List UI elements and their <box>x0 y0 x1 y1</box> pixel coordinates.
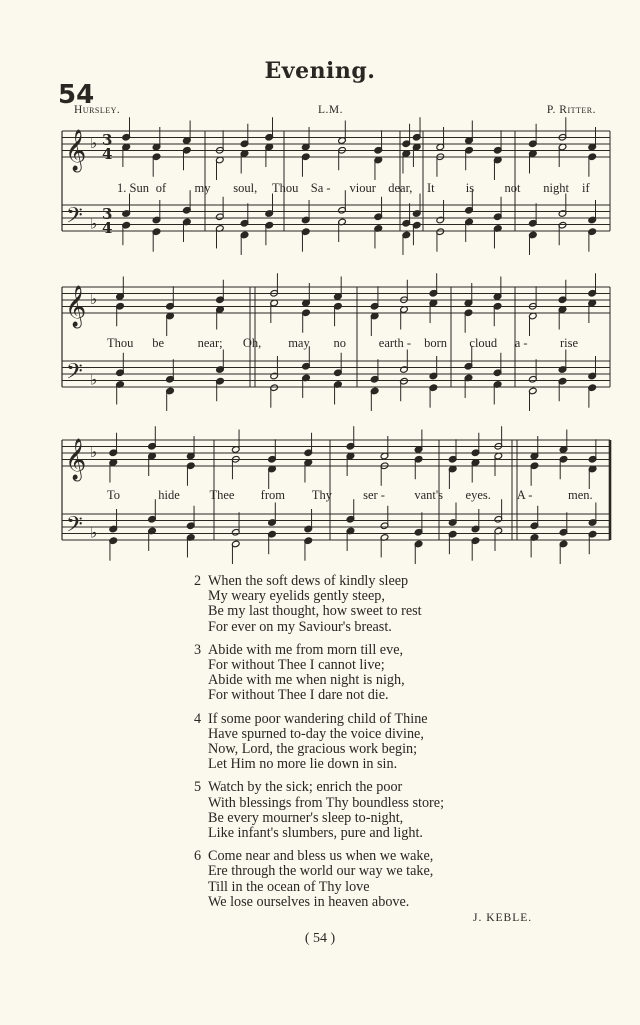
composer-name: P. Ritter. <box>546 104 596 116</box>
flat-icon: ♭ <box>90 370 98 389</box>
lyric-syllable: is <box>465 181 475 195</box>
lyric-syllable: my <box>194 181 211 195</box>
verse-line: We lose ourselves in heaven above. <box>208 893 410 910</box>
lyric-syllable: rise <box>560 336 579 350</box>
lyric-syllable: vant's <box>414 488 443 502</box>
lyric-syllable: eyes. <box>465 488 491 502</box>
bass-clef-icon: 𝄢 <box>66 203 83 234</box>
verse-line: If some poor wandering child of Thine <box>208 710 428 727</box>
lyric-syllable: Oh, <box>242 336 262 350</box>
lyric-syllable: Thy <box>311 488 333 502</box>
verse-line: Be every mourner's sleep to-night, <box>208 809 404 826</box>
verse <box>194 712 444 773</box>
treble-clef-icon: 𝄞 <box>65 286 87 327</box>
bass-time-signature: 3 <box>102 205 113 223</box>
lyric-syllable: Thee <box>209 488 235 502</box>
verse-number: 3 <box>194 641 202 658</box>
lyric-syllable: from <box>260 488 285 502</box>
lyric-syllable: soul, <box>233 181 258 195</box>
verse <box>194 780 444 841</box>
page-number: ( 54 ) <box>304 931 336 946</box>
lyric-syllable: cloud <box>469 336 498 350</box>
lyric-syllable: be <box>152 336 165 350</box>
verse-line: With blessings from Thy boundless store; <box>208 794 445 811</box>
verse-number: 4 <box>194 710 202 727</box>
bass-time-signature: 4 <box>102 219 113 237</box>
verse-line: Till in the ocean of Thy love <box>208 878 370 895</box>
lyric-syllable: To <box>107 488 121 502</box>
lyric-syllable: It <box>427 181 435 195</box>
verse <box>194 643 444 704</box>
verse-line: For without Thee I cannot live; <box>208 657 385 674</box>
lyric-syllable: men. <box>568 488 593 502</box>
lyric-syllable: dear, <box>388 181 413 195</box>
lyric-syllable: Thou <box>107 336 134 350</box>
hymn-number: 54 <box>58 80 95 110</box>
verse <box>194 574 444 635</box>
bass-clef-icon: 𝄢 <box>66 359 83 390</box>
lyric-syllable: near; <box>197 336 223 350</box>
verse-line: When the soft dews of kindly sleep <box>208 573 409 589</box>
lyric-syllable: Sa - <box>310 181 331 195</box>
flat-icon: ♭ <box>90 523 98 542</box>
verse-number: 2 <box>194 573 202 589</box>
verse-number: 6 <box>194 848 202 865</box>
lyric-syllable: 1. Sun <box>117 181 149 195</box>
verses-block <box>194 574 444 918</box>
meter-label: L.M. <box>318 104 343 116</box>
lyric-syllable: no <box>333 336 346 350</box>
verse-line: Have spurned to-day the voice divine, <box>208 725 424 742</box>
verse-line: For without Thee I dare not die. <box>208 687 389 704</box>
verse-line: Watch by the sick; enrich the poor <box>208 779 403 796</box>
verse-line: Now, Lord, the gracious work begin; <box>208 741 418 758</box>
hymn-title: Evening. <box>264 58 376 84</box>
lyric-syllable: a - <box>514 336 528 350</box>
verse-line: My weary eyelids gently steep, <box>208 588 385 605</box>
flat-icon: ♭ <box>90 214 98 233</box>
lyric-syllable: of <box>155 181 167 195</box>
verse-number: 5 <box>194 779 202 796</box>
lyric-syllable: born <box>424 336 448 350</box>
verse-line: Abide with me from morn till eve, <box>208 641 404 658</box>
lyric-syllable: viour <box>349 181 376 195</box>
verse-line: Like infant's slumbers, pure and light. <box>208 825 423 842</box>
lyric-syllable: may <box>288 336 310 350</box>
lyric-syllable: Thou <box>272 181 299 195</box>
lyric-syllable: A - <box>516 488 533 502</box>
treble-clef-icon: 𝄞 <box>65 130 87 171</box>
author-credit: J. KEBLE. <box>473 912 533 924</box>
lyric-syllable: hide <box>158 488 180 502</box>
lyric-syllable: not <box>504 181 521 195</box>
lyric-syllable: ser - <box>363 488 385 502</box>
treble-time-signature: 3 <box>102 131 113 149</box>
verse-line: Be my last thought, how sweet to rest <box>208 603 422 620</box>
verse-line: Abide with me when night is nigh, <box>208 672 405 689</box>
lyric-syllable: earth - <box>378 336 412 350</box>
bass-clef-icon: 𝄢 <box>66 512 83 543</box>
verse-line: Ere through the world our way we take, <box>208 863 434 880</box>
verse-line: Come near and bless us when we wake, <box>208 848 434 865</box>
flat-icon: ♭ <box>90 134 98 152</box>
lyric-syllable: if <box>582 181 590 195</box>
treble-time-signature: 4 <box>102 145 113 163</box>
tune-name: Hursley. <box>74 104 121 116</box>
treble-clef-icon: 𝄞 <box>65 439 87 480</box>
verse <box>194 849 444 910</box>
lyric-syllable: night <box>543 181 569 195</box>
flat-icon: ♭ <box>90 290 98 308</box>
verse-line: Let Him no more lie down in sin. <box>208 756 398 773</box>
flat-icon: ♭ <box>90 443 98 461</box>
verse-line: For ever on my Saviour's breast. <box>208 618 392 635</box>
